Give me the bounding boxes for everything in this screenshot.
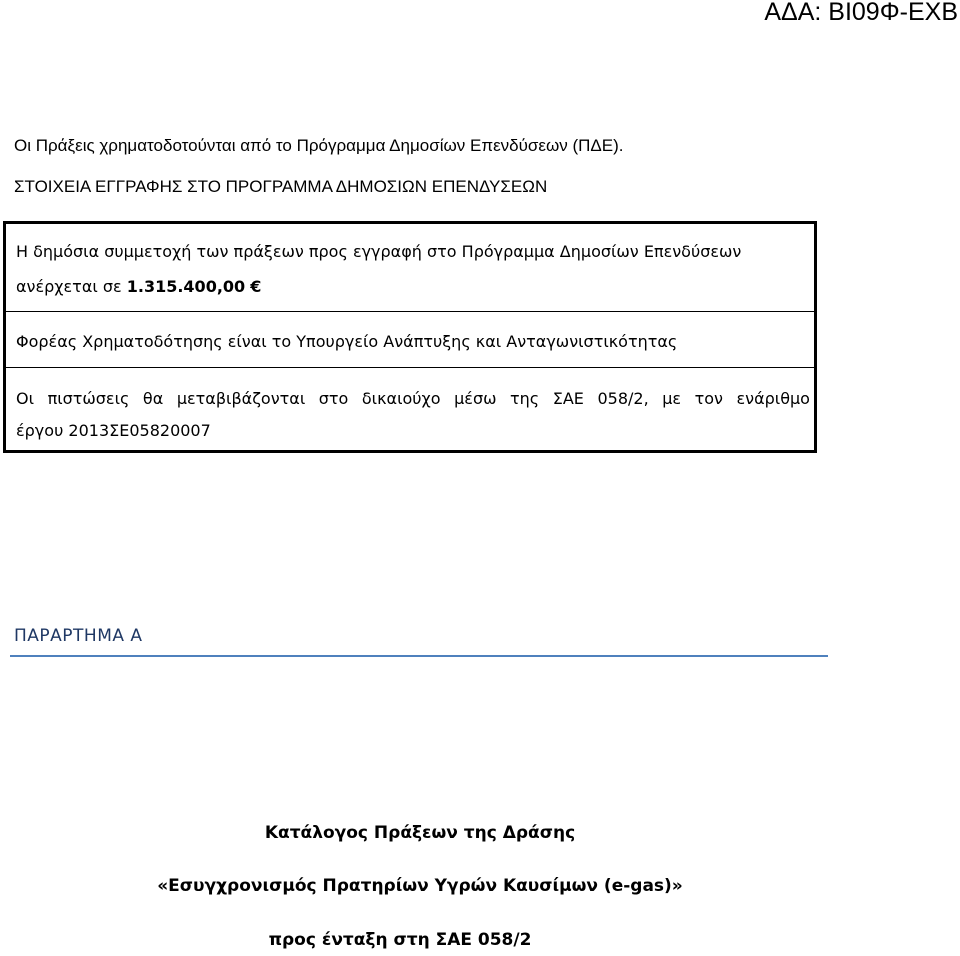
euro-icon: € xyxy=(250,277,262,296)
credits-transfer-text xyxy=(16,389,810,408)
credits-word: θα xyxy=(142,389,164,408)
credits-word: τον xyxy=(694,389,723,408)
funding-statement: Οι Πράξεις χρηματοδοτούνται από το Πρόγραμμα Δημοσίων Επενδύσεων (ΠΔΕ). xyxy=(14,136,624,155)
project-code-text: έργου 2013ΣΕ05820007 xyxy=(16,421,211,440)
actions-list-title: Κατάλογος Πράξεων της Δράσης xyxy=(264,823,576,843)
credits-transfer-row xyxy=(6,368,814,450)
annex-title: ΠΑΡΑΡΤΗΜΑ Α xyxy=(14,626,143,646)
registration-details-table xyxy=(3,221,817,453)
ada-code: ΑΔΑ: ΒΙ09Φ-ΕΧΒ xyxy=(764,0,958,26)
credits-word: στο xyxy=(318,389,349,408)
public-participation-row xyxy=(6,224,814,312)
funding-body-row xyxy=(6,312,814,368)
sae-inclusion-line: προς ένταξη στη ΣΑΕ 058/2 xyxy=(268,930,532,950)
credits-word: μέσω xyxy=(454,389,497,408)
credits-word: 058/2, xyxy=(597,389,649,408)
action-name: «Εσυγχρονισμός Πρατηρίων Υγρών Καυσίμων (e-gas)» xyxy=(157,876,683,896)
credits-word: Οι xyxy=(16,389,35,408)
amount-value: 1.315.400,00 xyxy=(126,277,246,296)
credits-word: της xyxy=(510,389,540,408)
amount-prefix: ανέρχεται σε xyxy=(16,277,127,296)
credits-word: ΣΑΕ xyxy=(552,389,584,408)
annex-divider xyxy=(10,655,828,657)
public-participation-text: Η δημόσια συμμετοχή των πράξεων προς εγγραφή στο Πρόγραμμα Δημοσίων Επενδύσεων xyxy=(16,242,742,261)
credits-word: ενάριθμο xyxy=(736,389,810,408)
section-heading: ΣΤΟΙΧΕΙΑ ΕΓΓΡΑΦΗΣ ΣΤΟ ΠΡΟΓΡΑΜΜΑ ΔΗΜΟΣΙΩΝ ΕΠΕΝΔΥΣΕΩΝ xyxy=(14,177,548,196)
credits-word: δικαιούχο xyxy=(361,389,441,408)
public-participation-amount-line xyxy=(16,277,261,296)
credits-word: μεταβιβάζονται xyxy=(176,389,306,408)
credits-word: με xyxy=(662,389,682,408)
credits-word: πιστώσεις xyxy=(47,389,130,408)
funding-body-text: Φορέας Χρηματοδότησης είναι το Υπουργείο Ανάπτυξης και Ανταγωνιστικότητας xyxy=(16,332,678,351)
